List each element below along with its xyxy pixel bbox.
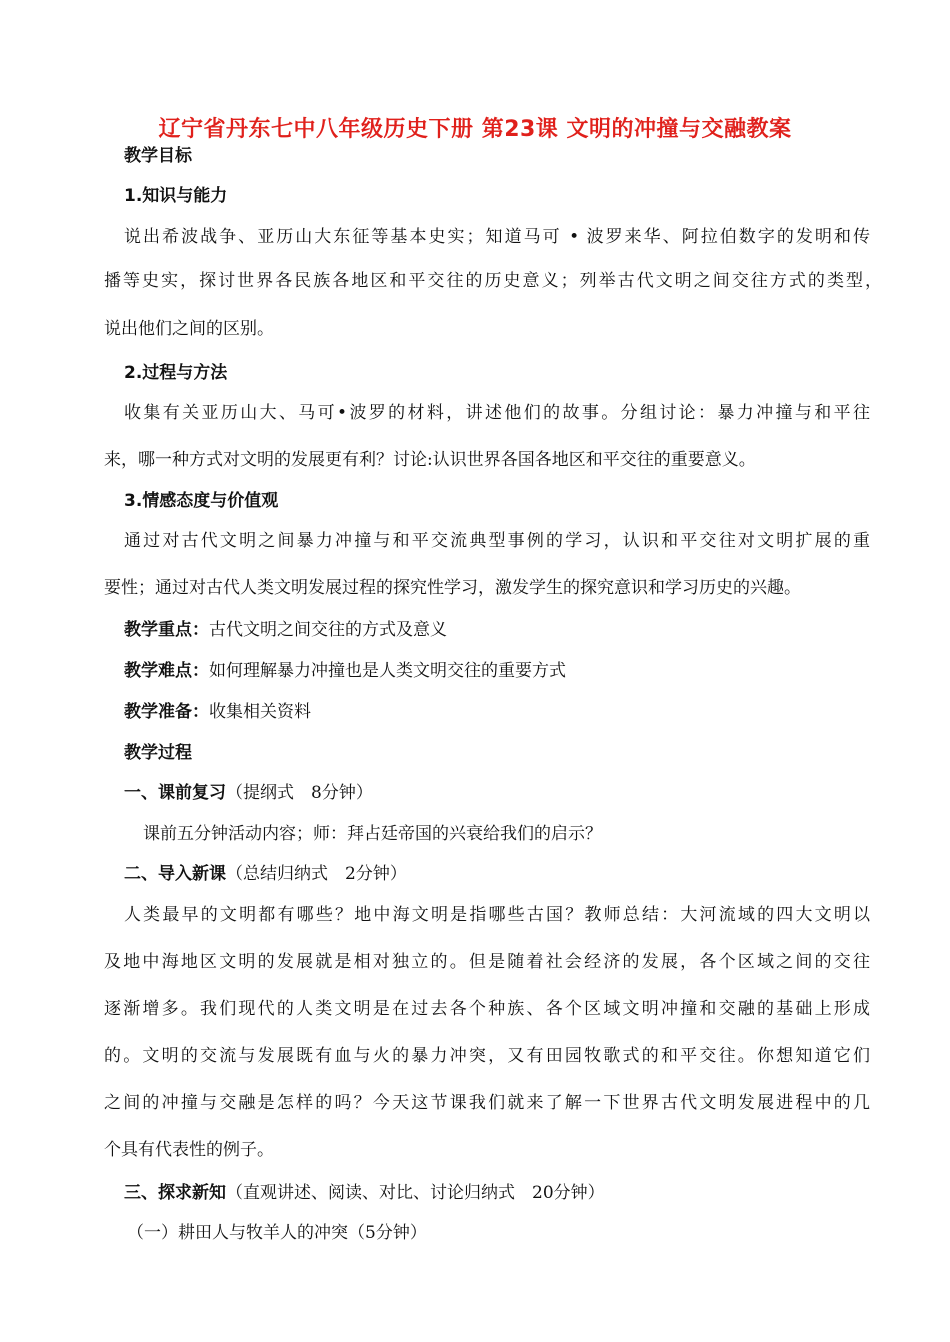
document-title: 辽宁省丹东七中八年级历史下册 第23课 文明的冲撞与交融教案 [158, 117, 792, 142]
section2-line-2: 来，哪一种方式对文明的发展更有利？讨论:认识世界各国各地区和平交往的重要意义。 [104, 450, 756, 470]
step2-line-1: 人类最早的文明都有哪些？地中海文明是指哪些古国？教师总结：大河流域的四大文明以 [124, 905, 870, 925]
step3-note: （直观讲述、阅读、对比、讨论归纳式 20分钟） [226, 1183, 605, 1203]
preparation-label: 教学准备： [124, 702, 209, 722]
step1-label: 一、课前复习 [124, 783, 226, 803]
step1-line: 课前五分钟活动内容；师：拜占廷帝国的兴衰给我们的启示？ [143, 824, 602, 844]
step2-label: 二、导入新课 [124, 864, 226, 884]
difficulty-label: 教学难点： [124, 661, 209, 681]
step3 [124, 1182, 605, 1204]
section2-line-1: 收集有关亚历山大、马可•波罗的材料，讲述他们的故事。分组讨论：暴力冲撞与和平往 [124, 403, 870, 423]
section1-line-2: 播等史实，探讨世界各民族各地区和平交往的历史意义；列举古代文明之间交往方式的类型， [104, 271, 882, 291]
step2 [124, 863, 407, 885]
preparation [124, 701, 311, 723]
section1-line-3: 说出他们之间的区别。 [104, 319, 274, 339]
step1 [124, 782, 373, 804]
step3-label: 三、探求新知 [124, 1183, 226, 1203]
step2-note: （总结归纳式 2分钟） [226, 864, 407, 884]
step2-line-6: 个具有代表性的例子。 [104, 1140, 274, 1160]
key-point-label: 教学重点： [124, 620, 209, 640]
section2-heading: 2.过程与方法 [124, 363, 228, 383]
step3-sub1: （一）耕田人与牧羊人的冲突（5分钟） [127, 1223, 427, 1243]
section3-heading: 3.情感态度与价值观 [124, 491, 279, 511]
objectives-heading: 教学目标 [124, 146, 192, 166]
section3-line-1: 通过对古代文明之间暴力冲撞与和平交流典型事例的学习，认识和平交往对文明扩展的重 [124, 531, 870, 551]
section1-heading: 1.知识与能力 [124, 186, 228, 206]
difficulty [124, 660, 566, 682]
section3-line-2: 要性；通过对古代人类文明发展过程的探究性学习，激发学生的探究意识和学习历史的兴趣。 [104, 578, 801, 598]
step2-line-3: 逐渐增多。我们现代的人类文明是在过去各个种族、各个区域文明冲撞和交融的基础上形成 [104, 999, 870, 1019]
step2-line-4: 的。文明的交流与发展既有血与火的暴力冲突，又有田园牧歌式的和平交往。你想知道它们 [104, 1046, 870, 1066]
step1-note: （提纲式 8分钟） [226, 783, 373, 803]
process-heading: 教学过程 [124, 743, 192, 763]
step2-line-5: 之间的冲撞与交融是怎样的吗？今天这节课我们就来了解一下世界古代文明发展进程中的几 [104, 1093, 870, 1113]
preparation-text: 收集相关资料 [209, 702, 311, 722]
key-point-text: 古代文明之间交往的方式及意义 [209, 620, 447, 640]
key-point [124, 619, 447, 641]
difficulty-text: 如何理解暴力冲撞也是人类文明交往的重要方式 [209, 661, 566, 681]
section1-line-1: 说出希波战争、亚历山大东征等基本史实；知道马可 • 波罗来华、阿拉伯数字的发明和传 [124, 227, 870, 247]
step2-line-2: 及地中海地区文明的发展就是相对独立的。但是随着社会经济的发展，各个区域之间的交往 [104, 952, 870, 972]
